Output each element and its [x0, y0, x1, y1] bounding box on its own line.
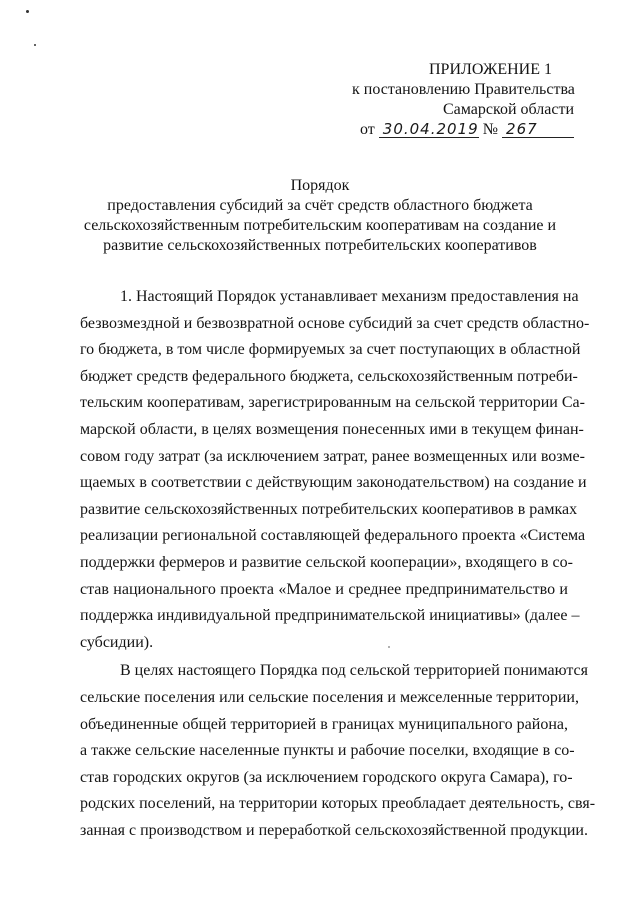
scan-speck — [26, 10, 29, 13]
heading-line: сельскохозяйственным потребительским кооперативам на создание и — [83, 217, 557, 234]
annex-date-row — [352, 120, 574, 140]
scan-speck — [34, 44, 36, 46]
annex-header — [352, 60, 574, 140]
text-line: совом году затрат (за исключением затрат, ранее возмещенных или возме- — [80, 447, 585, 465]
heading-line: развитие сельскохозяйственных потребительских кооперативов — [103, 237, 537, 254]
text-line: сельские поселения или сельские поселения и межселенные территории, — [80, 688, 579, 706]
heading-title: Порядок — [290, 177, 350, 194]
text-line: развитие сельскохозяйственных потребительских кооперативов в рамках — [80, 500, 578, 518]
paragraph-1 — [80, 284, 590, 656]
text-line: тельским кооперативам, зарегистрированным на сельской территории Са- — [80, 394, 585, 412]
handwritten-date: 30.04.2019 — [379, 121, 479, 138]
document-body — [80, 284, 596, 844]
text-line: В целях настоящего Порядка под сельской территорией понимаются — [120, 662, 588, 680]
text-line: 1. Настоящий Порядок устанавливает механизм предоставления на — [120, 288, 579, 305]
text-line: субсидии). — [80, 633, 154, 651]
annex-title: ПРИЛОЖЕНИЕ 1 — [428, 61, 552, 78]
document-heading — [70, 176, 570, 256]
text-line: реализации региональной составляющей федерального проекта «Система — [80, 527, 586, 545]
text-line: го бюджета, в том числе формируемых за счет поступающих в областной — [80, 341, 581, 359]
text-line: марской области, в целях возмещения понесенных ими в текущем финан- — [80, 420, 584, 438]
text-line: объединенные общей территорией в границах муниципального района, — [80, 715, 568, 733]
text-line: родских поселений, на территории которых преобладает деятельность, свя- — [80, 795, 596, 813]
text-line: став национального проекта «Малое и среднее предпринимательство и — [80, 580, 568, 598]
text-line: поддержки фермеров и развитие сельской кооперации», входящего в со- — [80, 553, 573, 571]
text-line: а также сельские населенные пункты и рабочие поселки, входящие в со- — [80, 742, 575, 760]
text-line: поддержка индивидуальной предпринимательской инициативы» (далее – — [80, 607, 580, 625]
text-line: безвозмездной и безвозвратной основе субсидий за счет средств областно- — [80, 314, 590, 332]
annex-line-region: Самарской области — [443, 101, 574, 118]
paragraph-2 — [80, 658, 596, 844]
date-prefix: от — [360, 121, 375, 138]
number-sign: № — [482, 121, 499, 138]
annex-line-decree: к постановлению Правительства — [352, 81, 575, 98]
heading-line: предоставления субсидий за счёт средств областного бюджета — [107, 197, 533, 214]
text-line: бюджет средств федерального бюджета, сельскохозяйственным потреби- — [80, 367, 578, 385]
text-line: став городских округов (за исключением городского округа Самара), го- — [80, 768, 573, 786]
text-line: занная с производством и переработкой сельскохозяйственной продукции. — [80, 821, 588, 839]
handwritten-number: 267 — [502, 121, 574, 138]
text-line: щаемых в соответствии с действующим законодательством) на создание и — [80, 474, 587, 492]
